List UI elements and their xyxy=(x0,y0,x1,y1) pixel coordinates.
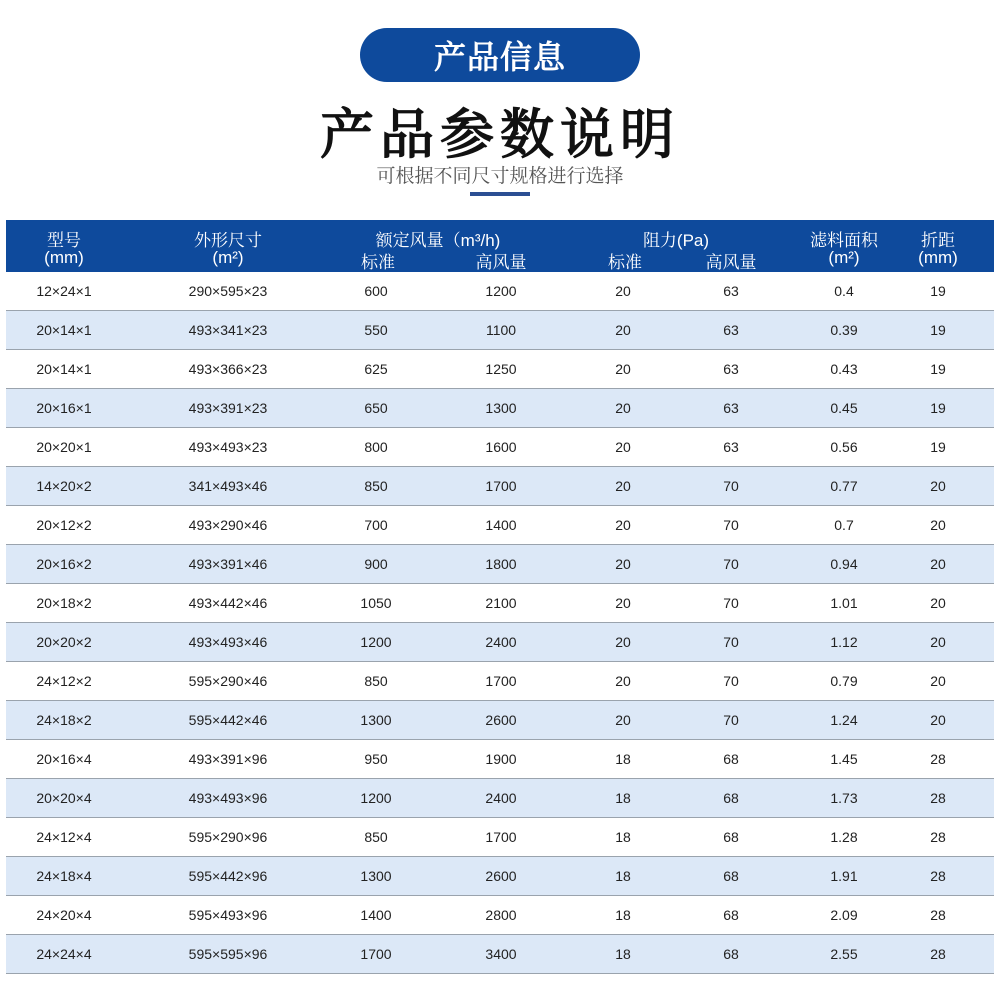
table-cell: 3400 xyxy=(485,946,517,962)
table-cell: 20 xyxy=(615,556,631,572)
col-resistance: 阻力(Pa) xyxy=(642,231,710,250)
table-cell: 68 xyxy=(723,751,739,767)
table-cell: 18 xyxy=(615,868,631,884)
table-row xyxy=(6,350,994,389)
page-subtitle: 可根据不同尺寸规格进行选择 xyxy=(376,166,624,187)
table-cell: 20 xyxy=(615,517,631,533)
table-cell: 1700 xyxy=(485,829,517,845)
col-airflow: 额定风量（m³/h) xyxy=(375,231,501,250)
table-cell: 20 xyxy=(615,634,631,650)
table-cell: 493×493×96 xyxy=(188,790,268,806)
table-cell: 63 xyxy=(723,361,739,377)
table-cell: 20 xyxy=(615,712,631,728)
table-cell: 650 xyxy=(364,400,388,416)
table-row xyxy=(6,662,994,701)
table-cell: 595×290×46 xyxy=(188,673,268,689)
table-cell: 1.28 xyxy=(830,829,858,845)
table-cell: 63 xyxy=(723,400,739,416)
table-cell: 19 xyxy=(930,283,946,299)
table-cell: 1300 xyxy=(360,712,392,728)
table-cell: 20 xyxy=(615,595,631,611)
table-cell: 24×12×2 xyxy=(36,673,92,689)
table-cell: 1100 xyxy=(485,322,517,338)
table-cell: 70 xyxy=(723,673,739,689)
table-cell: 20×18×2 xyxy=(36,595,92,611)
table-cell: 24×18×2 xyxy=(36,712,92,728)
table-cell: 493×493×23 xyxy=(188,439,268,455)
table-row xyxy=(6,389,994,428)
table-cell: 24×18×4 xyxy=(36,868,92,884)
table-row xyxy=(6,311,994,350)
table-cell: 1300 xyxy=(360,868,392,884)
table-cell: 12×24×1 xyxy=(36,283,92,299)
table-cell: 28 xyxy=(930,868,946,884)
table-cell: 2600 xyxy=(485,712,517,728)
table-cell: 1.24 xyxy=(830,712,858,728)
table-cell: 70 xyxy=(723,634,739,650)
table-cell: 20 xyxy=(615,673,631,689)
table-cell: 1700 xyxy=(485,478,517,494)
col-model: 型号 xyxy=(47,231,81,250)
table-cell: 68 xyxy=(723,829,739,845)
col-res-high: 高风量 xyxy=(705,253,757,272)
table-cell: 18 xyxy=(615,946,631,962)
col-airflow-std: 标准 xyxy=(361,253,395,272)
table-row xyxy=(6,896,994,935)
table-cell: 20×20×1 xyxy=(36,439,92,455)
table-cell: 20 xyxy=(615,361,631,377)
table-row xyxy=(6,779,994,818)
table-cell: 1250 xyxy=(485,361,517,377)
table-cell: 1900 xyxy=(485,751,517,767)
table-cell: 1.91 xyxy=(830,868,858,884)
table-cell: 2.09 xyxy=(830,907,858,923)
table-cell: 1200 xyxy=(360,790,392,806)
table-cell: 19 xyxy=(930,322,946,338)
table-cell: 595×290×96 xyxy=(188,829,268,845)
table-cell: 20 xyxy=(930,595,946,611)
table-cell: 1200 xyxy=(360,634,392,650)
table-cell: 625 xyxy=(364,361,388,377)
table-cell: 20×16×1 xyxy=(36,400,92,416)
table-cell: 70 xyxy=(723,556,739,572)
table-cell: 800 xyxy=(364,439,388,455)
table-cell: 1050 xyxy=(360,595,392,611)
table-cell: 493×493×46 xyxy=(188,634,268,650)
table-cell: 70 xyxy=(723,595,739,611)
table-cell: 14×20×2 xyxy=(36,478,92,494)
spec-table xyxy=(6,220,994,974)
table-row xyxy=(6,701,994,740)
table-cell: 20×16×2 xyxy=(36,556,92,572)
table-row xyxy=(6,818,994,857)
table-row xyxy=(6,584,994,623)
table-cell: 20 xyxy=(615,283,631,299)
table-cell: 850 xyxy=(364,478,388,494)
table-cell: 1800 xyxy=(485,556,517,572)
col-model-unit: (mm) xyxy=(44,248,84,267)
table-cell: 595×493×96 xyxy=(188,907,268,923)
table-cell: 20 xyxy=(930,556,946,572)
table-cell: 18 xyxy=(615,829,631,845)
table-cell: 950 xyxy=(364,751,388,767)
table-cell: 2400 xyxy=(485,790,517,806)
table-cell: 2600 xyxy=(485,868,517,884)
table-cell: 1.45 xyxy=(830,751,858,767)
table-cell: 68 xyxy=(723,946,739,962)
table-cell: 1.73 xyxy=(830,790,858,806)
section-badge: 产品信息 xyxy=(360,28,640,82)
col-pitch: 折距 xyxy=(921,231,955,250)
table-cell: 68 xyxy=(723,907,739,923)
table-cell: 20 xyxy=(930,634,946,650)
table-cell: 550 xyxy=(364,322,388,338)
col-airflow-high: 高风量 xyxy=(475,253,527,272)
table-cell: 493×391×23 xyxy=(188,400,268,416)
table-cell: 1400 xyxy=(360,907,392,923)
table-row xyxy=(6,857,994,896)
table-cell: 850 xyxy=(364,673,388,689)
table-cell: 0.4 xyxy=(834,283,854,299)
table-cell: 595×442×96 xyxy=(188,868,268,884)
table-cell: 2400 xyxy=(485,634,517,650)
table-cell: 20×12×2 xyxy=(36,517,92,533)
table-cell: 28 xyxy=(930,751,946,767)
table-cell: 63 xyxy=(723,283,739,299)
table-cell: 20×14×1 xyxy=(36,322,92,338)
table-cell: 700 xyxy=(364,517,388,533)
table-cell: 1300 xyxy=(485,400,517,416)
table-cell: 19 xyxy=(930,439,946,455)
table-cell: 493×290×46 xyxy=(188,517,268,533)
table-cell: 2800 xyxy=(485,907,517,923)
table-cell: 0.7 xyxy=(834,517,854,533)
table-cell: 70 xyxy=(723,517,739,533)
table-cell: 24×24×4 xyxy=(36,946,92,962)
table-cell: 63 xyxy=(723,322,739,338)
table-cell: 18 xyxy=(615,751,631,767)
table-cell: 68 xyxy=(723,790,739,806)
table-cell: 63 xyxy=(723,439,739,455)
table-cell: 600 xyxy=(364,283,388,299)
table-cell: 20 xyxy=(615,400,631,416)
table-cell: 493×366×23 xyxy=(188,361,268,377)
table-cell: 20×20×4 xyxy=(36,790,92,806)
table-cell: 493×391×96 xyxy=(188,751,268,767)
table-cell: 290×595×23 xyxy=(188,283,268,299)
table-cell: 850 xyxy=(364,829,388,845)
table-cell: 341×493×46 xyxy=(188,478,268,494)
table-cell: 70 xyxy=(723,478,739,494)
table-cell: 20×20×2 xyxy=(36,634,92,650)
table-cell: 1700 xyxy=(485,673,517,689)
table-cell: 18 xyxy=(615,907,631,923)
table-cell: 24×20×4 xyxy=(36,907,92,923)
col-area-unit: (m²) xyxy=(828,248,860,267)
table-cell: 20 xyxy=(930,673,946,689)
table-cell: 0.94 xyxy=(830,556,858,572)
table-cell: 595×442×46 xyxy=(188,712,268,728)
table-cell: 28 xyxy=(930,907,946,923)
table-cell: 28 xyxy=(930,829,946,845)
table-header xyxy=(6,220,994,272)
table-cell: 1.01 xyxy=(830,595,858,611)
table-cell: 20×14×1 xyxy=(36,361,92,377)
col-size-unit: (m²) xyxy=(212,248,244,267)
table-cell: 0.56 xyxy=(830,439,858,455)
table-cell: 0.43 xyxy=(830,361,858,377)
table-row xyxy=(6,740,994,779)
col-pitch-unit: (mm) xyxy=(918,248,958,267)
table-cell: 68 xyxy=(723,868,739,884)
table-row xyxy=(6,506,994,545)
table-cell: 20 xyxy=(930,478,946,494)
table-body xyxy=(6,272,994,974)
table-cell: 20 xyxy=(615,439,631,455)
table-cell: 2100 xyxy=(485,595,517,611)
table-cell: 18 xyxy=(615,790,631,806)
table-row xyxy=(6,272,994,311)
table-cell: 20 xyxy=(930,517,946,533)
table-cell: 20 xyxy=(930,712,946,728)
table-cell: 0.77 xyxy=(830,478,858,494)
table-cell: 595×595×96 xyxy=(188,946,268,962)
table-cell: 19 xyxy=(930,361,946,377)
table-cell: 28 xyxy=(930,790,946,806)
table-cell: 1200 xyxy=(485,283,517,299)
table-cell: 70 xyxy=(723,712,739,728)
table-cell: 28 xyxy=(930,946,946,962)
table-cell: 2.55 xyxy=(830,946,858,962)
table-cell: 19 xyxy=(930,400,946,416)
table-row xyxy=(6,428,994,467)
table-cell: 20 xyxy=(615,322,631,338)
table-row xyxy=(6,467,994,506)
table-cell: 900 xyxy=(364,556,388,572)
table-cell: 1.12 xyxy=(830,634,858,650)
table-row xyxy=(6,935,994,974)
table-cell: 20×16×4 xyxy=(36,751,92,767)
table-row xyxy=(6,623,994,662)
table-row xyxy=(6,545,994,584)
title-underline xyxy=(470,192,530,196)
table-cell: 0.45 xyxy=(830,400,858,416)
table-cell: 493×341×23 xyxy=(188,322,268,338)
page-title: 产品参数说明 xyxy=(320,105,680,165)
col-size: 外形尺寸 xyxy=(194,231,262,250)
table-cell: 0.79 xyxy=(830,673,858,689)
table-cell: 20 xyxy=(615,478,631,494)
table-cell: 0.39 xyxy=(830,322,858,338)
table-cell: 493×391×46 xyxy=(188,556,268,572)
table-cell: 1600 xyxy=(485,439,517,455)
col-area: 滤料面积 xyxy=(810,231,878,250)
col-res-std: 标准 xyxy=(608,253,642,272)
table-cell: 24×12×4 xyxy=(36,829,92,845)
table-cell: 493×442×46 xyxy=(188,595,268,611)
table-cell: 1700 xyxy=(360,946,392,962)
table-cell: 1400 xyxy=(485,517,517,533)
